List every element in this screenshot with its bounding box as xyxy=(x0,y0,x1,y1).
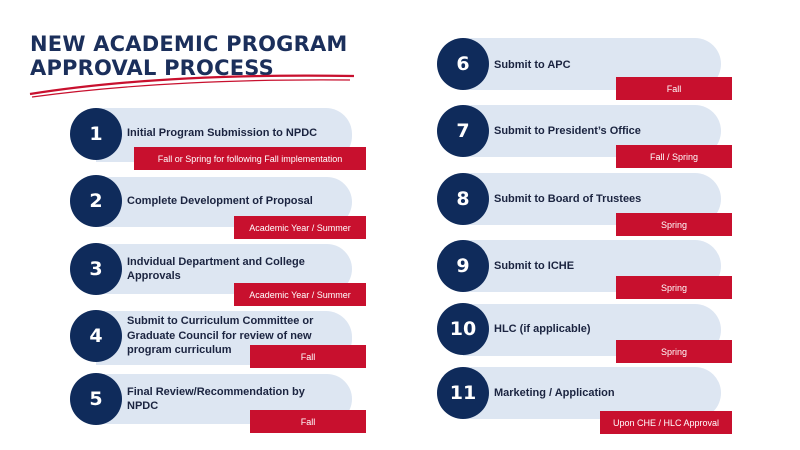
step-timing-badge: Fall or Spring for following Fall implementation xyxy=(134,147,366,170)
step-timing-badge: Fall xyxy=(250,410,366,433)
step-number-circle: 1 xyxy=(70,108,122,160)
step-label: Submit to President’s Office xyxy=(494,124,641,137)
step-label: Submit to APC xyxy=(494,58,571,71)
step-number-circle: 11 xyxy=(437,367,489,419)
step-label: Initial Program Submission to NPDC xyxy=(127,126,318,139)
step-timing-badge: Spring xyxy=(616,213,732,236)
step-label: Submit to Curriculum Committee or Graduate Council for review of new program curriculum xyxy=(127,315,314,357)
step-number-circle: 2 xyxy=(70,175,122,227)
title-line-2: APPROVAL PROCESS xyxy=(30,56,274,80)
step-label: HLC (if applicable) xyxy=(494,322,591,335)
step-label: Indvidual Department and College Approvals xyxy=(127,255,305,282)
step-timing-badge: Spring xyxy=(616,340,732,363)
step-number-circle: 3 xyxy=(70,243,122,295)
step-timing-badge: Academic Year / Summer xyxy=(234,283,366,306)
step-number-circle: 4 xyxy=(70,310,122,362)
step-number-circle: 8 xyxy=(437,173,489,225)
step-timing-badge: Fall xyxy=(250,345,366,368)
step-number-circle: 5 xyxy=(70,373,122,425)
step-number-circle: 7 xyxy=(437,105,489,157)
step-number-circle: 9 xyxy=(437,240,489,292)
title-line-1: NEW ACADEMIC PROGRAM xyxy=(30,32,348,56)
step-number-circle: 6 xyxy=(437,38,489,90)
step-label: Final Review/Recommendation by NPDC xyxy=(127,385,305,412)
step-timing-badge: Fall / Spring xyxy=(616,145,732,168)
step-number-circle: 10 xyxy=(437,303,489,355)
step-label: Submit to Board of Trustees xyxy=(494,192,642,205)
step-timing-badge: Fall xyxy=(616,77,732,100)
step-timing-badge: Academic Year / Summer xyxy=(234,216,366,239)
step-timing-badge: Spring xyxy=(616,276,732,299)
step-timing-badge: Upon CHE / HLC Approval xyxy=(600,411,732,434)
step-label: Complete Development of Proposal xyxy=(127,194,313,207)
step-label: Submit to ICHE xyxy=(494,259,575,272)
step-label: Marketing / Application xyxy=(494,386,615,399)
title-underline-swoosh xyxy=(28,72,358,102)
